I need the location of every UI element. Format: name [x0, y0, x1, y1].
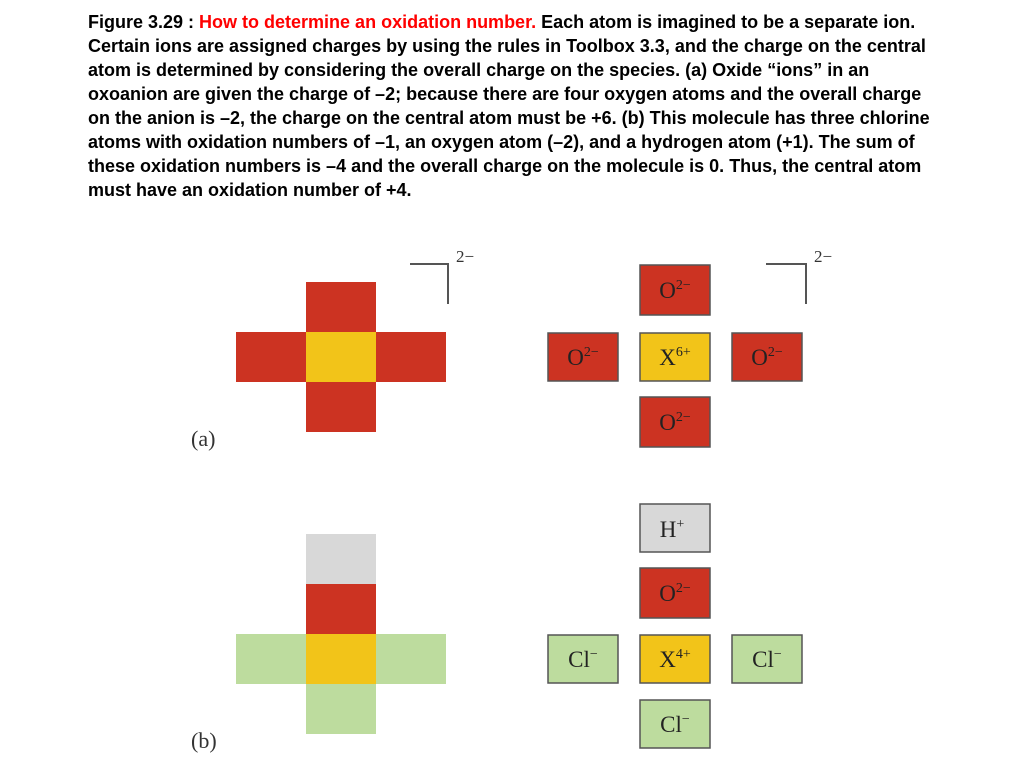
b-ion-left [548, 635, 618, 683]
panel-a-ions [548, 265, 802, 447]
panel-b-molecule [236, 534, 446, 734]
a-molecule-left-oxygen [236, 332, 306, 382]
b-ion-left-symbol: Cl [568, 647, 590, 672]
b-ion-center [640, 635, 710, 683]
a-molecule-central-atom [306, 332, 376, 382]
b-ion-right-charge: − [773, 647, 782, 662]
a-molecule-overall-charge: 2− [456, 247, 475, 266]
b-ion-right [732, 635, 802, 683]
a-ion-center [640, 333, 710, 381]
figure-title: How to determine an oxidation number. [199, 12, 537, 32]
a-ion-top [640, 265, 710, 315]
a-ions-bracket [766, 264, 806, 304]
b-ion-bottom-charge: − [681, 712, 690, 727]
panel-a-ions-charge-bracket [766, 247, 832, 304]
a-ions-overall-charge: 2− [814, 247, 833, 266]
a-ion-bottom-symbol: O [659, 410, 676, 435]
b-ion-upper [640, 568, 710, 618]
a-ion-left [548, 333, 618, 381]
b-molecule-oxygen [306, 584, 376, 634]
b-ion-center-symbol: X [659, 647, 676, 672]
b-molecule-hydrogen [306, 534, 376, 584]
b-molecule-right-chlorine [376, 634, 446, 684]
b-ion-left-charge: − [589, 647, 598, 662]
panel-a-charge-bracket [410, 247, 474, 304]
panel-a-label: (a) [191, 426, 216, 451]
a-ion-right [732, 333, 802, 381]
a-ion-left-symbol: O [567, 345, 584, 370]
a-ion-right-charge: 2− [767, 345, 783, 360]
panel-b-label: (b) [191, 728, 217, 753]
b-molecule-bottom-chlorine [306, 684, 376, 734]
a-ion-bottom-charge: 2− [675, 410, 691, 425]
a-molecule-bracket [410, 264, 448, 304]
a-ion-top-symbol: O [659, 278, 676, 303]
figure-description: Each atom is imagined to be a separate ion. Certain ions are assigned charges by using the rules in Toolbox 3.3, and the charge on the central atom is determined by considering the overall charge on the species. (a) Oxide “ions” in an oxoanion are given the charge of –2; because there are four oxygen atoms and the overall charge on the anion is –2, the charge on the central atom must be +6. (b) This molecule has three chlorine atoms with oxidation numbers of –1, an oxygen atom (–2), and a hydrogen atom (+1). The sum of these oxidation numbers is –4 and the overall charge on the molecule is 0. Thus, the central atom must have an oxidation number of +4. [88, 12, 930, 200]
b-ion-top [640, 504, 710, 552]
b-ion-center-charge: 4+ [675, 647, 691, 662]
panel-a-molecule [236, 282, 446, 432]
b-molecule-left-chlorine [236, 634, 306, 684]
b-molecule-central-atom [306, 634, 376, 684]
b-ion-upper-charge: 2− [675, 581, 691, 596]
a-molecule-bottom-oxygen [306, 382, 376, 432]
b-ion-upper-symbol: O [659, 581, 676, 606]
b-ion-top-symbol: H [659, 517, 677, 542]
a-ion-center-symbol: X [659, 345, 676, 370]
b-ion-bottom [640, 700, 710, 748]
b-ion-top-charge: + [676, 517, 685, 532]
a-molecule-right-oxygen [376, 332, 446, 382]
a-molecule-top-oxygen [306, 282, 376, 332]
a-ion-left-charge: 2− [583, 345, 599, 360]
a-ion-center-charge: 6+ [675, 345, 691, 360]
a-ion-right-symbol: O [751, 345, 768, 370]
b-ion-right-symbol: Cl [752, 647, 774, 672]
a-ion-bottom [640, 397, 710, 447]
b-ion-bottom-symbol: Cl [660, 712, 682, 737]
figure-number: Figure 3.29 : [88, 12, 195, 32]
a-ion-top-charge: 2− [675, 278, 691, 293]
panel-b-ions [548, 504, 802, 748]
